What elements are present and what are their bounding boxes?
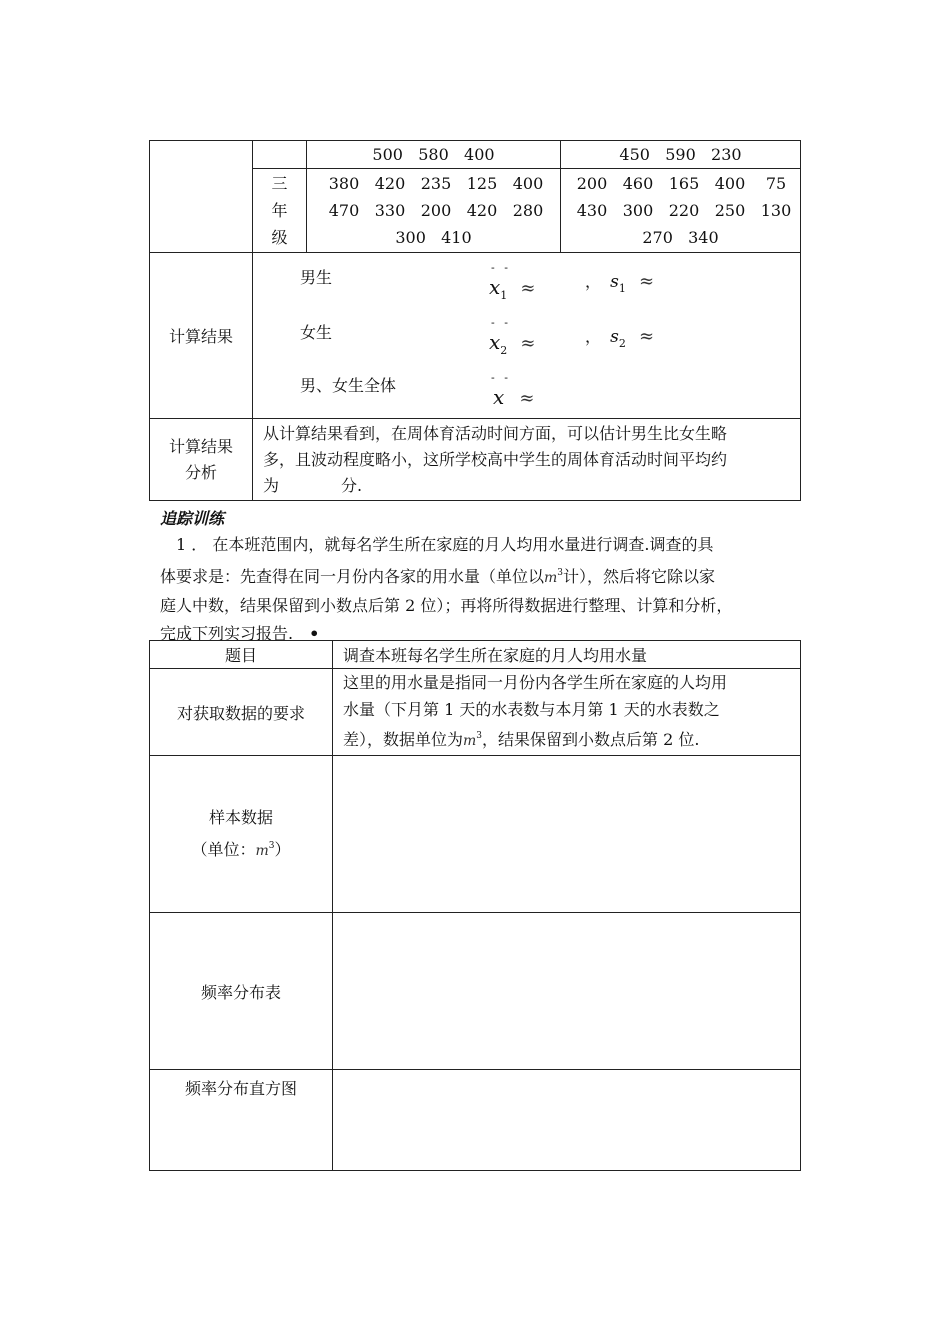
exercise-line4-text: 完成下列实习报告. <box>160 624 294 643</box>
req-line2: 水量（下月第 1 天的水表数与本月第 1 天的水表数之 <box>343 700 720 719</box>
superscript: 3 <box>557 568 564 578</box>
boys-data-cell <box>307 141 561 169</box>
sample-data-cell[interactable] <box>333 756 801 913</box>
exercise-line2-a: 体要求是：先查得在同一月份内各家的用水量（单位以 <box>160 567 545 586</box>
approx-symbol: ≈ <box>638 326 655 347</box>
boys-grade3-line1 <box>307 170 560 197</box>
sd-s2 <box>585 324 654 350</box>
mean-x2 <box>489 330 535 357</box>
subscript: 2 <box>618 337 626 350</box>
approx-symbol: ≈ <box>520 278 536 299</box>
analysis-line1: 从计算结果看到，在周体育活动时间方面，可以估计男生比女生略 <box>263 423 728 443</box>
req-line3-a: 差），数据单位为 <box>343 730 464 749</box>
analysis-label-line1: 计算结果 <box>168 436 233 456</box>
x-symbol: x <box>489 275 501 299</box>
girls-value: 250 <box>714 201 746 220</box>
boys-value: 420 <box>466 201 498 220</box>
analysis-line3-prefix: 为 <box>263 475 280 495</box>
dot-mark: • <box>309 624 320 643</box>
freq-table-cell[interactable] <box>333 913 801 1070</box>
grade3-char-2: 年 <box>271 201 288 220</box>
mean-x-all <box>493 385 534 409</box>
report-req-cell <box>333 669 801 756</box>
girls-data-cell <box>561 141 801 169</box>
grade3-boys-cell <box>307 169 561 253</box>
req-line3 <box>343 723 800 755</box>
boys-value: 235 <box>420 174 452 193</box>
grade3-label-cell <box>253 169 307 253</box>
girls-value: 130 <box>760 201 792 220</box>
calc-all-label: 男、女生全体 <box>300 376 397 395</box>
boys-grade3-line3: 300 410 <box>395 228 472 247</box>
analysis-line3 <box>263 473 800 499</box>
bar-mark: - - <box>491 371 511 384</box>
x-symbol: x <box>489 330 501 354</box>
report-title-value: 调查本班每名学生所在家庭的月人均用水量 <box>333 641 801 669</box>
analysis-line3-suffix: 分. <box>341 475 363 495</box>
girls-data-row1: 450 590 230 <box>619 145 742 164</box>
boys-value: 330 <box>374 201 406 220</box>
unit-m: m <box>544 570 558 586</box>
sample-label-cell <box>150 756 333 913</box>
girls-value: 165 <box>668 174 700 193</box>
report-table <box>149 640 801 1171</box>
histogram-cell[interactable] <box>333 1070 801 1171</box>
req-line1: 这里的用水量是指同一月份内各学生所在家庭的人均用 <box>343 673 728 692</box>
boys-value: 280 <box>512 201 544 220</box>
unit-m: m <box>255 842 269 859</box>
grade3-char-3: 级 <box>271 228 288 247</box>
superscript: 3 <box>268 840 275 851</box>
report-title-label: 题目 <box>150 641 333 669</box>
girls-value: 400 <box>714 174 746 193</box>
subscript: 1 <box>618 282 626 295</box>
approx-symbol: ≈ <box>520 333 536 354</box>
unit-m: m <box>463 733 477 749</box>
comma: ， <box>585 327 602 346</box>
boys-value: 380 <box>328 174 360 193</box>
girls-value: 75 <box>765 174 787 193</box>
boys-data-row1: 500 580 400 <box>372 145 495 164</box>
boys-value: 400 <box>512 174 544 193</box>
exercise-text <box>160 531 800 648</box>
grade-label-blank <box>253 141 307 169</box>
exercise-line1: 1 ． 在本班范围内，就每名学生所在家庭的月人均用水量进行调查.调查的具 <box>176 535 714 554</box>
table-row-header-blank <box>150 141 253 253</box>
s-symbol: s <box>610 272 619 292</box>
grade3-char-1: 三 <box>271 174 288 193</box>
girls-value: 460 <box>622 174 654 193</box>
sample-unit-suffix: ） <box>274 839 291 859</box>
survey-table <box>149 140 801 501</box>
analysis-line2: 多，且波动程度略小，这所学校高中学生的周体育活动时间平均约 <box>263 449 728 469</box>
exercise-line3: 庭人中数，结果保留到小数点后第 2 位）；再将所得数据进行整理、计算和分析， <box>160 596 733 615</box>
subscript: 1 <box>500 289 508 302</box>
girls-grade3-line2 <box>561 197 800 224</box>
boys-value: 470 <box>328 201 360 220</box>
section-title: 追踪训练 <box>160 509 225 528</box>
histogram-label: 频率分布直方图 <box>150 1070 333 1171</box>
calc-result-label: 计算结果 <box>150 253 253 419</box>
girls-grade3-line3: 270 340 <box>642 228 719 247</box>
req-line3-b: ，结果保留到小数点后第 2 位. <box>482 730 700 749</box>
boys-grade3-line2 <box>307 197 560 224</box>
girls-grade3-line1 <box>561 170 800 197</box>
calc-boys-label: 男生 <box>300 268 333 287</box>
calc-result-cell <box>253 253 801 419</box>
bar-mark: - - <box>491 261 511 274</box>
comma: ， <box>585 272 602 291</box>
subscript: 2 <box>500 344 508 357</box>
analysis-cell <box>253 419 801 501</box>
girls-value: 220 <box>668 201 700 220</box>
girls-value: 430 <box>576 201 608 220</box>
sample-unit <box>150 832 332 865</box>
exercise-line2-b: 计），然后将它除以家 <box>563 567 716 586</box>
s-symbol: s <box>610 327 619 347</box>
sample-unit-prefix: （单位： <box>191 839 256 859</box>
freq-table-label: 频率分布表 <box>150 913 333 1070</box>
boys-value: 420 <box>374 174 406 193</box>
approx-symbol: ≈ <box>638 271 655 292</box>
calc-girls-label: 女生 <box>300 323 333 342</box>
sample-label: 样本数据 <box>208 807 273 827</box>
girls-value: 200 <box>576 174 608 193</box>
exercise-line2 <box>160 559 800 592</box>
girls-value: 300 <box>622 201 654 220</box>
sd-s1 <box>585 269 654 295</box>
analysis-label-line2: 分析 <box>184 462 217 482</box>
bar-mark: - - <box>491 316 511 329</box>
analysis-label <box>150 419 253 501</box>
approx-symbol: ≈ <box>519 388 535 409</box>
report-req-label: 对获取数据的要求 <box>150 669 333 756</box>
boys-value: 125 <box>466 174 498 193</box>
x-symbol: x <box>493 385 505 409</box>
boys-value: 200 <box>420 201 452 220</box>
superscript: 3 <box>476 731 483 741</box>
grade3-girls-cell <box>561 169 801 253</box>
mean-x1 <box>489 275 535 302</box>
